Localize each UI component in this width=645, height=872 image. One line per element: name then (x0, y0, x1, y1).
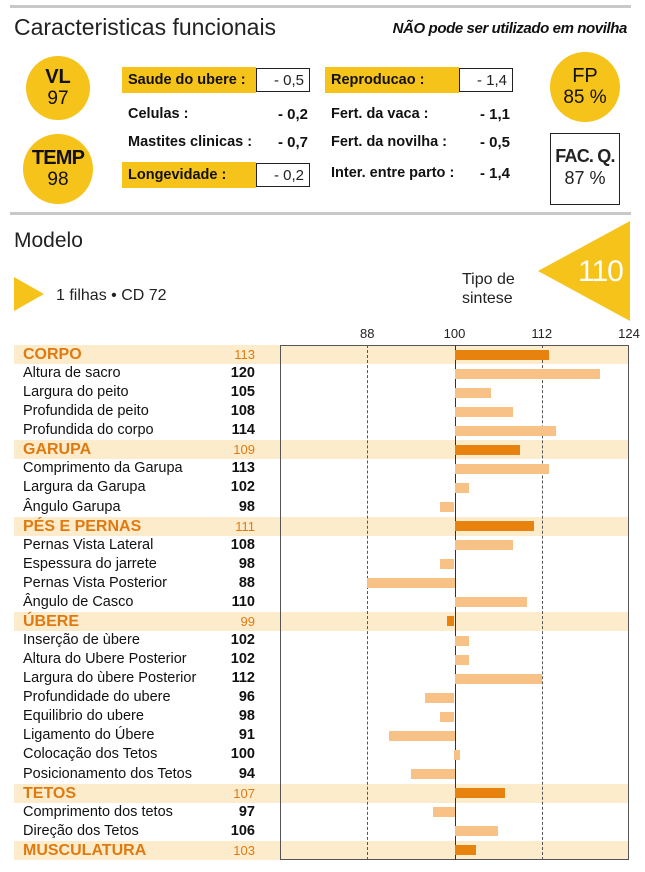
temp-label: TEMP (31, 147, 85, 169)
trait-bar (455, 464, 550, 474)
trait-value: 97 (238, 803, 255, 820)
trait-value: 102 (230, 651, 255, 668)
trait-bar (425, 693, 454, 703)
fp-label: FP (572, 65, 598, 87)
vl-value: 97 (47, 88, 69, 109)
section-value: 113 (234, 347, 255, 362)
celulas-value: - 0,2 (277, 106, 308, 123)
x-tick-label: 100 (443, 326, 466, 341)
trait-bar (454, 750, 460, 760)
trait-label: Largura do ùbere Posterior (23, 670, 197, 687)
fert-novilha-value: - 0,5 (479, 134, 510, 151)
trait-value: 105 (230, 384, 255, 401)
trait-bar (455, 674, 542, 684)
play-triangle-icon (14, 277, 44, 311)
trait-bar (455, 540, 513, 550)
temp-badge (23, 134, 93, 204)
x-tick-label: 88 (360, 326, 375, 341)
trait-label: Pernas Vista Lateral (23, 536, 154, 553)
trait-label: Altura de sacro (23, 365, 121, 382)
functional-title: Caracteristicas funcionais (14, 14, 277, 40)
section-value: 111 (235, 518, 255, 534)
section-value: 107 (233, 785, 255, 801)
trait-value: 91 (238, 727, 255, 744)
trait-bar (455, 483, 470, 493)
vl-badge (26, 56, 90, 120)
filhas-info: 1 filhas • CD 72 (56, 287, 167, 304)
trait-label: Comprimento da Garupa (23, 460, 183, 477)
trait-bar (455, 636, 470, 646)
section-bar (455, 521, 535, 531)
trait-value: 108 (230, 403, 255, 420)
fert-novilha-label: Fert. da novilha : (331, 134, 448, 150)
fert-vaca-label: Fert. da vaca : (331, 106, 429, 122)
inter-parto-label: Inter. entre parto : (331, 165, 455, 181)
gridline-112 (542, 345, 543, 860)
trait-label: Pernas Vista Posterior (23, 574, 167, 591)
trait-label: Ligamento do Úbere (23, 727, 155, 744)
top-divider (10, 5, 631, 8)
trait-value: 98 (238, 708, 255, 725)
trait-value: 113 (231, 460, 255, 477)
trait-value: 98 (238, 555, 255, 572)
trait-label: Posicionamento dos Tetos (23, 765, 193, 782)
section-divider (10, 212, 631, 215)
trait-label: Direção dos Tetos (23, 822, 139, 839)
trait-label: Largura do peito (23, 384, 129, 401)
section-bar (455, 445, 520, 455)
trait-label: Profundida de peito (23, 403, 149, 420)
trait-bar (455, 597, 528, 607)
section-bar (447, 616, 454, 626)
section-bar (455, 845, 477, 855)
trait-bar (411, 769, 455, 779)
trait-bar (455, 826, 499, 836)
trait-value: 110 (231, 593, 255, 610)
trait-bar (455, 407, 513, 417)
trait-label: Espessura do jarrete (23, 555, 157, 572)
trait-value: 100 (230, 746, 255, 763)
facq-box (550, 133, 620, 205)
trait-value: 114 (231, 422, 255, 439)
trait-value: 120 (230, 365, 255, 382)
section-bar (455, 350, 550, 360)
longevidade-label: Longevidade : (122, 162, 256, 188)
trait-bar (389, 731, 454, 741)
fert-vaca-value: - 1,1 (479, 106, 510, 123)
trait-label: Ângulo de Casco (23, 593, 134, 610)
section-label: TETOS (23, 784, 77, 802)
trait-bar (455, 369, 600, 379)
trait-label: Ângulo Garupa (23, 498, 121, 515)
tipo-value: 110 (578, 255, 623, 288)
trait-value: 96 (238, 689, 255, 706)
section-value: 109 (233, 442, 255, 458)
section-label: MUSCULATURA (23, 841, 147, 859)
trait-value: 112 (231, 670, 255, 687)
facq-value: 87 % (564, 168, 606, 188)
tipo-label: Tipo de sintese (462, 271, 515, 307)
gridline-88 (367, 345, 368, 860)
x-tick-label: 112 (531, 326, 553, 341)
celulas-label: Celulas : (128, 106, 189, 122)
trait-label: Equilibrio do ubere (23, 708, 144, 725)
section-value: 103 (233, 842, 255, 858)
vl-label: VL (45, 66, 71, 88)
inter-parto-value: - 1,4 (479, 165, 510, 182)
saude-label: Saude do ubere : (122, 67, 256, 93)
trait-label: Colocação dos Tetos (23, 746, 158, 763)
temp-value: 98 (47, 169, 69, 190)
trait-label: Comprimento dos tetos (23, 803, 173, 820)
trait-label: Largura da Garupa (23, 479, 146, 496)
reproducao-value: - 1,4 (459, 68, 513, 92)
facq-label: FAC. Q. (555, 146, 615, 166)
x-tick-label: 124 (618, 326, 640, 341)
trait-label: Inserção de ùbere (23, 632, 140, 649)
trait-bar (455, 388, 491, 398)
reproducao-label: Reproducao : (325, 67, 459, 93)
trait-bar (440, 712, 455, 722)
saude-value: - 0,5 (256, 68, 310, 92)
trait-bar (433, 807, 455, 817)
mastites-value: - 0,7 (277, 134, 308, 151)
trait-value: 102 (230, 632, 255, 649)
trait-value: 94 (238, 765, 255, 782)
section-bar (455, 788, 506, 798)
section-label: PÉS E PERNAS (23, 517, 142, 535)
trait-value: 98 (238, 498, 255, 515)
longevidade-value: - 0,2 (256, 163, 310, 187)
section-label: CORPO (23, 346, 82, 363)
trait-label: Profundidade do ubere (23, 689, 171, 706)
trait-label: Altura do Ubere Posterior (23, 651, 187, 668)
trait-label: Profundida do corpo (23, 422, 154, 439)
trait-bar (455, 426, 557, 436)
fp-badge (550, 52, 620, 122)
section-value: 99 (240, 613, 255, 629)
trait-bar (455, 655, 470, 665)
trait-value: 106 (230, 822, 255, 839)
section-label: ÚBERE (23, 612, 80, 630)
trait-bar (440, 559, 455, 569)
trait-value: 102 (230, 479, 255, 496)
fp-value: 85 % (563, 87, 607, 108)
trait-bar (440, 502, 455, 512)
novilha-warning: NÃO pode ser utilizado em novilha (392, 20, 627, 37)
mastites-label: Mastites clinicas : (128, 134, 253, 150)
trait-value: 108 (230, 536, 255, 553)
trait-value: 88 (238, 574, 255, 591)
trait-bar (367, 578, 454, 588)
modelo-title: Modelo (14, 229, 83, 252)
section-label: GARUPA (23, 441, 92, 459)
